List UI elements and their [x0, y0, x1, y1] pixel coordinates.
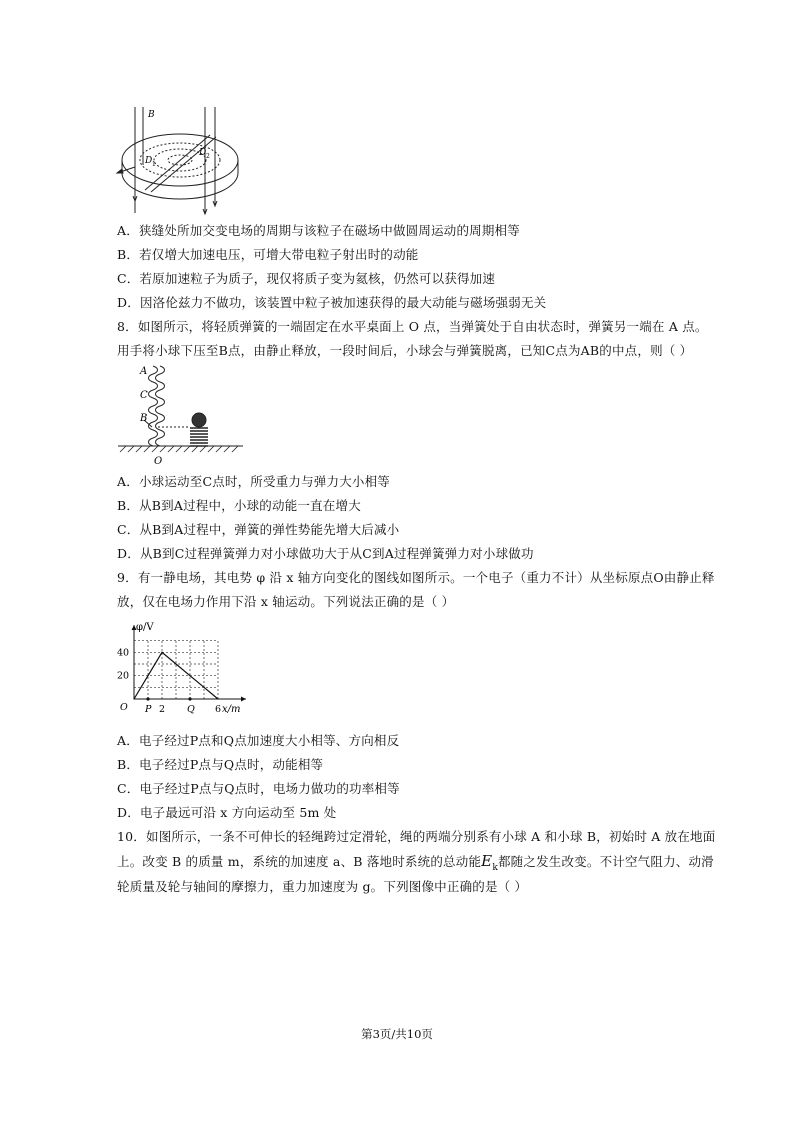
q10-stem-line2: 上。改变 B 的质量 m，系统的加速度 a、B 落地时系统的总动能$E_k$都随之发生改变。不计空气阻力、动滑	[117, 852, 714, 873]
q8-stem-line2: 用手将小球下压至B点，由静止释放，一段时间后，小球会与弹簧脱离，已知C点为AB的中点，则（ ）	[117, 343, 693, 358]
x-tick-label: Q	[187, 704, 195, 715]
y-axis-label: φ/V	[136, 622, 154, 633]
x-tick-label: 2	[159, 704, 166, 715]
spring-figure	[118, 364, 248, 470]
x-axis-arrow	[241, 697, 246, 702]
chart-axes	[132, 625, 247, 702]
x-tick-dot	[146, 697, 149, 700]
y-tick-label: 20	[117, 670, 130, 682]
q10-stem-line3: 轮质量及轮与轴间的摩擦力，重力加速度为 g。下列图像中正确的是（ ）	[117, 879, 528, 894]
data-point	[133, 698, 134, 699]
q9-option-a: A．电子经过P点和Q点加速度大小相等、方向相反	[117, 733, 400, 748]
q9-option-c: C．电子经过P点与Q点时，电场力做功的功率相等	[117, 781, 400, 796]
spring-label-o: O	[154, 456, 163, 467]
chart-grid	[134, 641, 218, 699]
q8-option-b: B．从B到A过程中，小球的动能一直在增大	[117, 498, 361, 513]
y-tick-label: 40	[117, 647, 130, 659]
potential-chart	[112, 617, 252, 722]
q9-stem-line2: 放，仅在电场力作用下沿 x 轴运动。下列说法正确的是（ ）	[117, 594, 455, 609]
electrode-label-d2-sub: 2	[206, 153, 210, 160]
q8-option-c: C．从B到A过程中，弹簧的弹性势能先增大后减小	[117, 522, 400, 537]
x-tick-label: 6	[215, 704, 222, 715]
data-point	[189, 675, 190, 676]
x-axis-label: x/m	[222, 704, 241, 715]
q8-option-a: A．小球运动至C点时，所受重力与弹力大小相等	[117, 474, 391, 489]
q7-option-a: A．狭缝处所加交变电场的周期与该粒子在磁场中做圆周运动的周期相等	[117, 223, 520, 238]
ek-symbol: $E_k$	[481, 852, 498, 873]
q10-stem-line1: 10．如图所示，一条不可伸长的轻绳跨过定滑轮，绳的两端分别系有小球 A 和小球 B，初始时 A 放在地面	[117, 829, 716, 844]
field-label-b: B	[148, 110, 155, 120]
electrode-label-d1: D	[145, 156, 153, 166]
q9-option-d: D．电子最远可沿 x 方向运动至 5m 处	[117, 805, 337, 820]
page-footer: 第3页/共10页	[361, 1027, 433, 1041]
data-point	[175, 663, 176, 664]
spring-label-c: C	[140, 390, 148, 401]
q9-stem-line1: 9．有一静电场，其电势 φ 沿 x 轴方向变化的图线如图所示。一个电子（重力不计）从坐标原点O由静止释	[117, 570, 715, 585]
q7-option-c: C．若原加速粒子为质子，现仅将质子变为氦核，仍然可以获得加速	[117, 271, 496, 286]
electrode-label-d2: D	[199, 148, 207, 158]
q9-option-b: B．电子经过P点与Q点时，动能相等	[117, 757, 324, 772]
q8-stem-line1: 8．如图所示，将轻质弹簧的一端固定在水平桌面上 O 点，当弹簧处于自由状态时，弹簧另一端在 A 点。	[117, 319, 708, 334]
q8-option-d: D．从B到C过程弹簧弹力对小球做功大于从C到A过程弹簧弹力对小球做功	[117, 546, 534, 561]
q7-option-b: B．若仅增大加速电压，可增大带电粒子射出时的动能	[117, 247, 419, 262]
x-tick-label: O	[120, 702, 128, 713]
q7-option-d: D．因洛伦兹力不做功，该装置中粒子被加速获得的最大动能与磁场强弱无关	[117, 295, 547, 310]
spring-label-b: B	[140, 413, 148, 424]
electrode-label-d1-sub: 1	[152, 161, 156, 168]
data-point	[217, 698, 218, 699]
data-point	[161, 652, 162, 653]
cyclotron-figure	[115, 105, 245, 215]
x-tick-dot	[188, 697, 191, 700]
data-point	[147, 675, 148, 676]
data-point	[203, 687, 204, 688]
spring-label-a: A	[140, 366, 148, 377]
x-tick-label: P	[145, 704, 152, 715]
